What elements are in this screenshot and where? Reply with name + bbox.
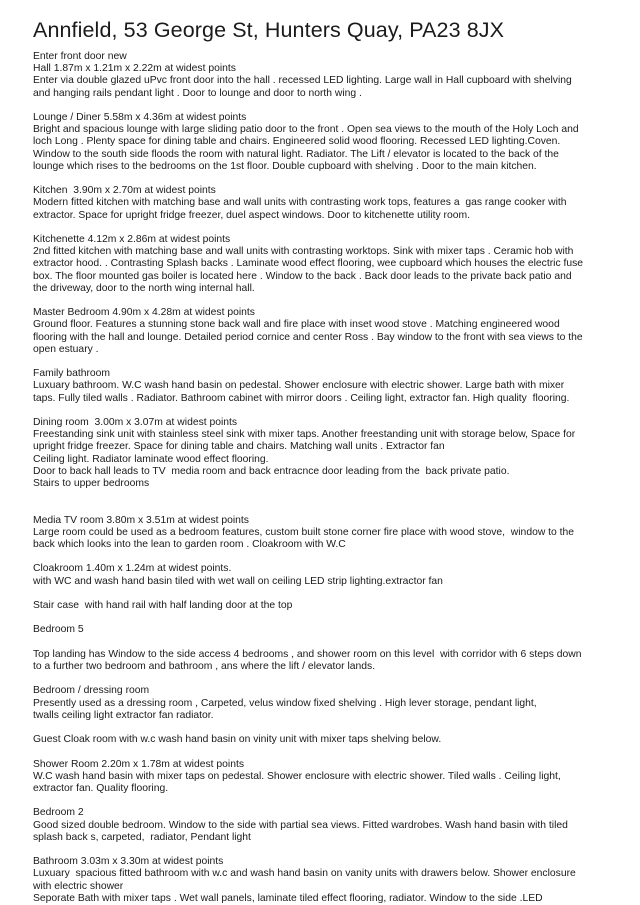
- section-text-line: lounge which rises to the bedrooms on the 1st floor. Double cupboard with shelving . Door to the main kitchen.: [33, 160, 537, 172]
- section-spacer: [33, 295, 613, 307]
- section-text-line: Seporate Bath with mixer taps . Wet wall panels, laminate tiled effect flooring, radiator. Window to the side .LED: [33, 892, 543, 904]
- room-section: [33, 685, 613, 722]
- room-section: [33, 600, 613, 612]
- section-spacer: [33, 588, 613, 600]
- section-heading: Dining room 3.00m x 3.07m at widest points: [33, 417, 238, 428]
- room-section: [33, 624, 613, 636]
- section-text-line: and hanging rails pendant light . Door to lounge and door to north wing .: [33, 87, 362, 99]
- section-text-line: twalls ceiling light extractor fan radiator.: [33, 709, 214, 721]
- section-spacer: [33, 100, 613, 112]
- section-heading: Enter front door new: [33, 51, 127, 62]
- room-section: [33, 112, 613, 173]
- section-text-line: flooring with the hall and lounge. Detailed period cornice and center Ross . Bay window to the front with sea views to the: [33, 331, 583, 343]
- room-section: [33, 563, 613, 587]
- section-text-line: Stairs to upper bedrooms: [33, 478, 150, 490]
- section-text-line: Bright and spacious lounge with large sliding patio door to the front . Open sea views to the mouth of the Holy Loch and: [33, 124, 579, 136]
- section-text-line: open estuary .: [33, 343, 99, 355]
- room-section: [33, 234, 613, 295]
- room-section: [33, 417, 613, 490]
- room-section: [33, 807, 613, 844]
- room-descriptions: [33, 51, 613, 905]
- section-text-line: with WC and wash hand basin tiled with wet wall on ceiling LED strip lighting.extractor fan: [33, 575, 443, 587]
- room-section: [33, 734, 613, 746]
- section-text-line: extractor. Space for upright fridge freezer, duel aspect windows. Door to kitchenette utility room.: [33, 209, 470, 221]
- section-text-line: Presently used as a dressing room , Carpeted, velus window fixed shelving . High lever storage, pendant light,: [33, 697, 537, 709]
- section-text-line: Luxuary spacious fitted bathroom with w.c and wash hand basin on vanity units with drawers below. Shower enclosure: [33, 868, 576, 880]
- section-heading: Lounge / Diner 5.58m x 4.36m at widest points: [33, 112, 247, 123]
- section-spacer: [33, 722, 613, 734]
- section-text-line: Ceiling light. Radiator laminate wood effect flooring.: [33, 453, 269, 465]
- room-section: [33, 856, 613, 905]
- section-heading: Bathroom 3.03m x 3.30m at widest points: [33, 856, 224, 868]
- section-text-line: Enter via double glazed uPvc front door into the hall . recessed LED lighting. Large wall in Hall cupboard with shelving: [33, 75, 572, 87]
- section-heading: Kitchenette 4.12m x 2.86m at widest points: [33, 234, 231, 245]
- section-spacer: [33, 673, 613, 685]
- section-text-line: extractor fan. Quality flooring.: [33, 782, 169, 794]
- section-heading: Kitchen 3.90m x 2.70m at widest points: [33, 185, 216, 197]
- section-text-line: Window to the south side floods the room with natural light. Radiator. The Lift / elevator is located to the back of the: [33, 148, 559, 160]
- section-heading: Shower Room 2.20m x 1.78m at widest points: [33, 758, 244, 770]
- section-heading: Top landing has Window to the side access 4 bedrooms , and shower room on this level with corridor with 6 steps down: [33, 648, 582, 660]
- section-spacer: [33, 612, 613, 624]
- section-text-line: Freestanding sink unit with stainless steel sink with mixer taps. Another freestanding unit with storage below, Space for: [33, 429, 576, 441]
- section-text-line: the driveway, door to the north wing internal hall.: [33, 282, 255, 294]
- page-title: Annfield, 53 George St, Hunters Quay, PA23 8JX: [33, 18, 505, 42]
- section-heading: Media TV room 3.80m x 3.51m at widest points: [33, 514, 249, 526]
- section-text-line: Large room could be used as a bedroom features, custom built stone corner fire place with wood stove, window to the: [33, 526, 575, 538]
- section-text-line: 2nd fitted kitchen with matching base and wall units with contrasting worktops. Sink with mixer taps . Ceramic hob with: [33, 246, 574, 258]
- section-spacer: [33, 222, 613, 234]
- section-text-line: W.C wash hand basin with mixer taps on pedestal. Shower enclosure with electric shower. Tiled walls . Ceiling light,: [33, 770, 561, 782]
- section-spacer: [33, 844, 613, 856]
- section-text-line: Hall 1.87m x 1.21m x 2.22m at widest points: [33, 63, 236, 75]
- section-heading: Stair case with hand rail with half landing door at the top: [33, 600, 293, 611]
- section-text-line: with electric shower: [33, 880, 124, 892]
- room-section: [33, 368, 613, 405]
- section-spacer: [33, 795, 613, 807]
- section-text-line: loch Long . Plenty space for dining table and chairs. Engineered solid wood flooring. Recessed LED lighting.Coven.: [33, 136, 561, 148]
- room-section: [33, 759, 613, 796]
- section-spacer: [33, 173, 613, 185]
- section-text-line: Ground floor. Features a stunning stone back wall and fire place with inset wood stove . Matching engineered wood: [33, 319, 560, 331]
- section-heading: Bedroom 5: [33, 624, 84, 636]
- room-section: [33, 307, 613, 356]
- section-spacer: [33, 405, 613, 417]
- section-text-line: Door to back hall leads to TV media room and back entracnce door leading from the back private patio.: [33, 465, 510, 477]
- room-section: [33, 185, 613, 222]
- section-heading: Bedroom / dressing room: [33, 685, 150, 697]
- section-spacer: [33, 490, 613, 514]
- section-heading: Bedroom 2: [33, 807, 84, 819]
- section-text-line: Modern fitted kitchen with matching base and wall units with contrasting work tops, features a gas range cooker with: [33, 197, 567, 209]
- section-text-line: Luxuary bathroom. W.C wash hand basin on pedestal. Shower enclosure with electric shower. Large bath with mixer: [33, 380, 565, 392]
- section-text-line: Good sized double bedroom. Window to the side with partial sea views. Fitted wardrobes. Wash hand basin with tiled: [33, 819, 568, 831]
- section-text-line: taps. Fully tiled walls . Radiator. Bathroom cabinet with mirror doors . Ceiling light, extractor fan. High quality flooring.: [33, 392, 570, 404]
- room-section: [33, 515, 613, 552]
- section-spacer: [33, 551, 613, 563]
- section-text-line: box. The floor mounted gas boiler is located here . Window to the back . Back door leads to the private back patio and: [33, 270, 572, 282]
- section-text-line: upright fridge freezer. Space for dining table and chairs. Matching wall units . Extractor fan: [33, 441, 445, 453]
- section-text-line: back which looks into the lean to garden room . Cloakroom with W.C: [33, 539, 346, 551]
- section-text-line: extractor hood. . Contrasting Splash backs . Laminate wood effect flooring, wee cupboard which houses the electric fuse: [33, 258, 584, 270]
- section-heading: Master Bedroom 4.90m x 4.28m at widest points: [33, 307, 255, 319]
- room-section: [33, 649, 613, 673]
- section-text-line: splash back s, carpeted, radiator, Pendant light: [33, 831, 251, 843]
- section-text-line: to a further two bedroom and bathroom , ans where the lift / elevator lands.: [33, 660, 376, 672]
- section-heading: Cloakroom 1.40m x 1.24m at widest points.: [33, 563, 232, 575]
- section-heading: Family bathroom: [33, 368, 111, 380]
- section-spacer: [33, 637, 613, 649]
- section-heading: Guest Cloak room with w.c wash hand basin on vinity unit with mixer taps shelving below.: [33, 734, 442, 746]
- room-section: [33, 51, 613, 100]
- section-spacer: [33, 356, 613, 368]
- section-spacer: [33, 746, 613, 758]
